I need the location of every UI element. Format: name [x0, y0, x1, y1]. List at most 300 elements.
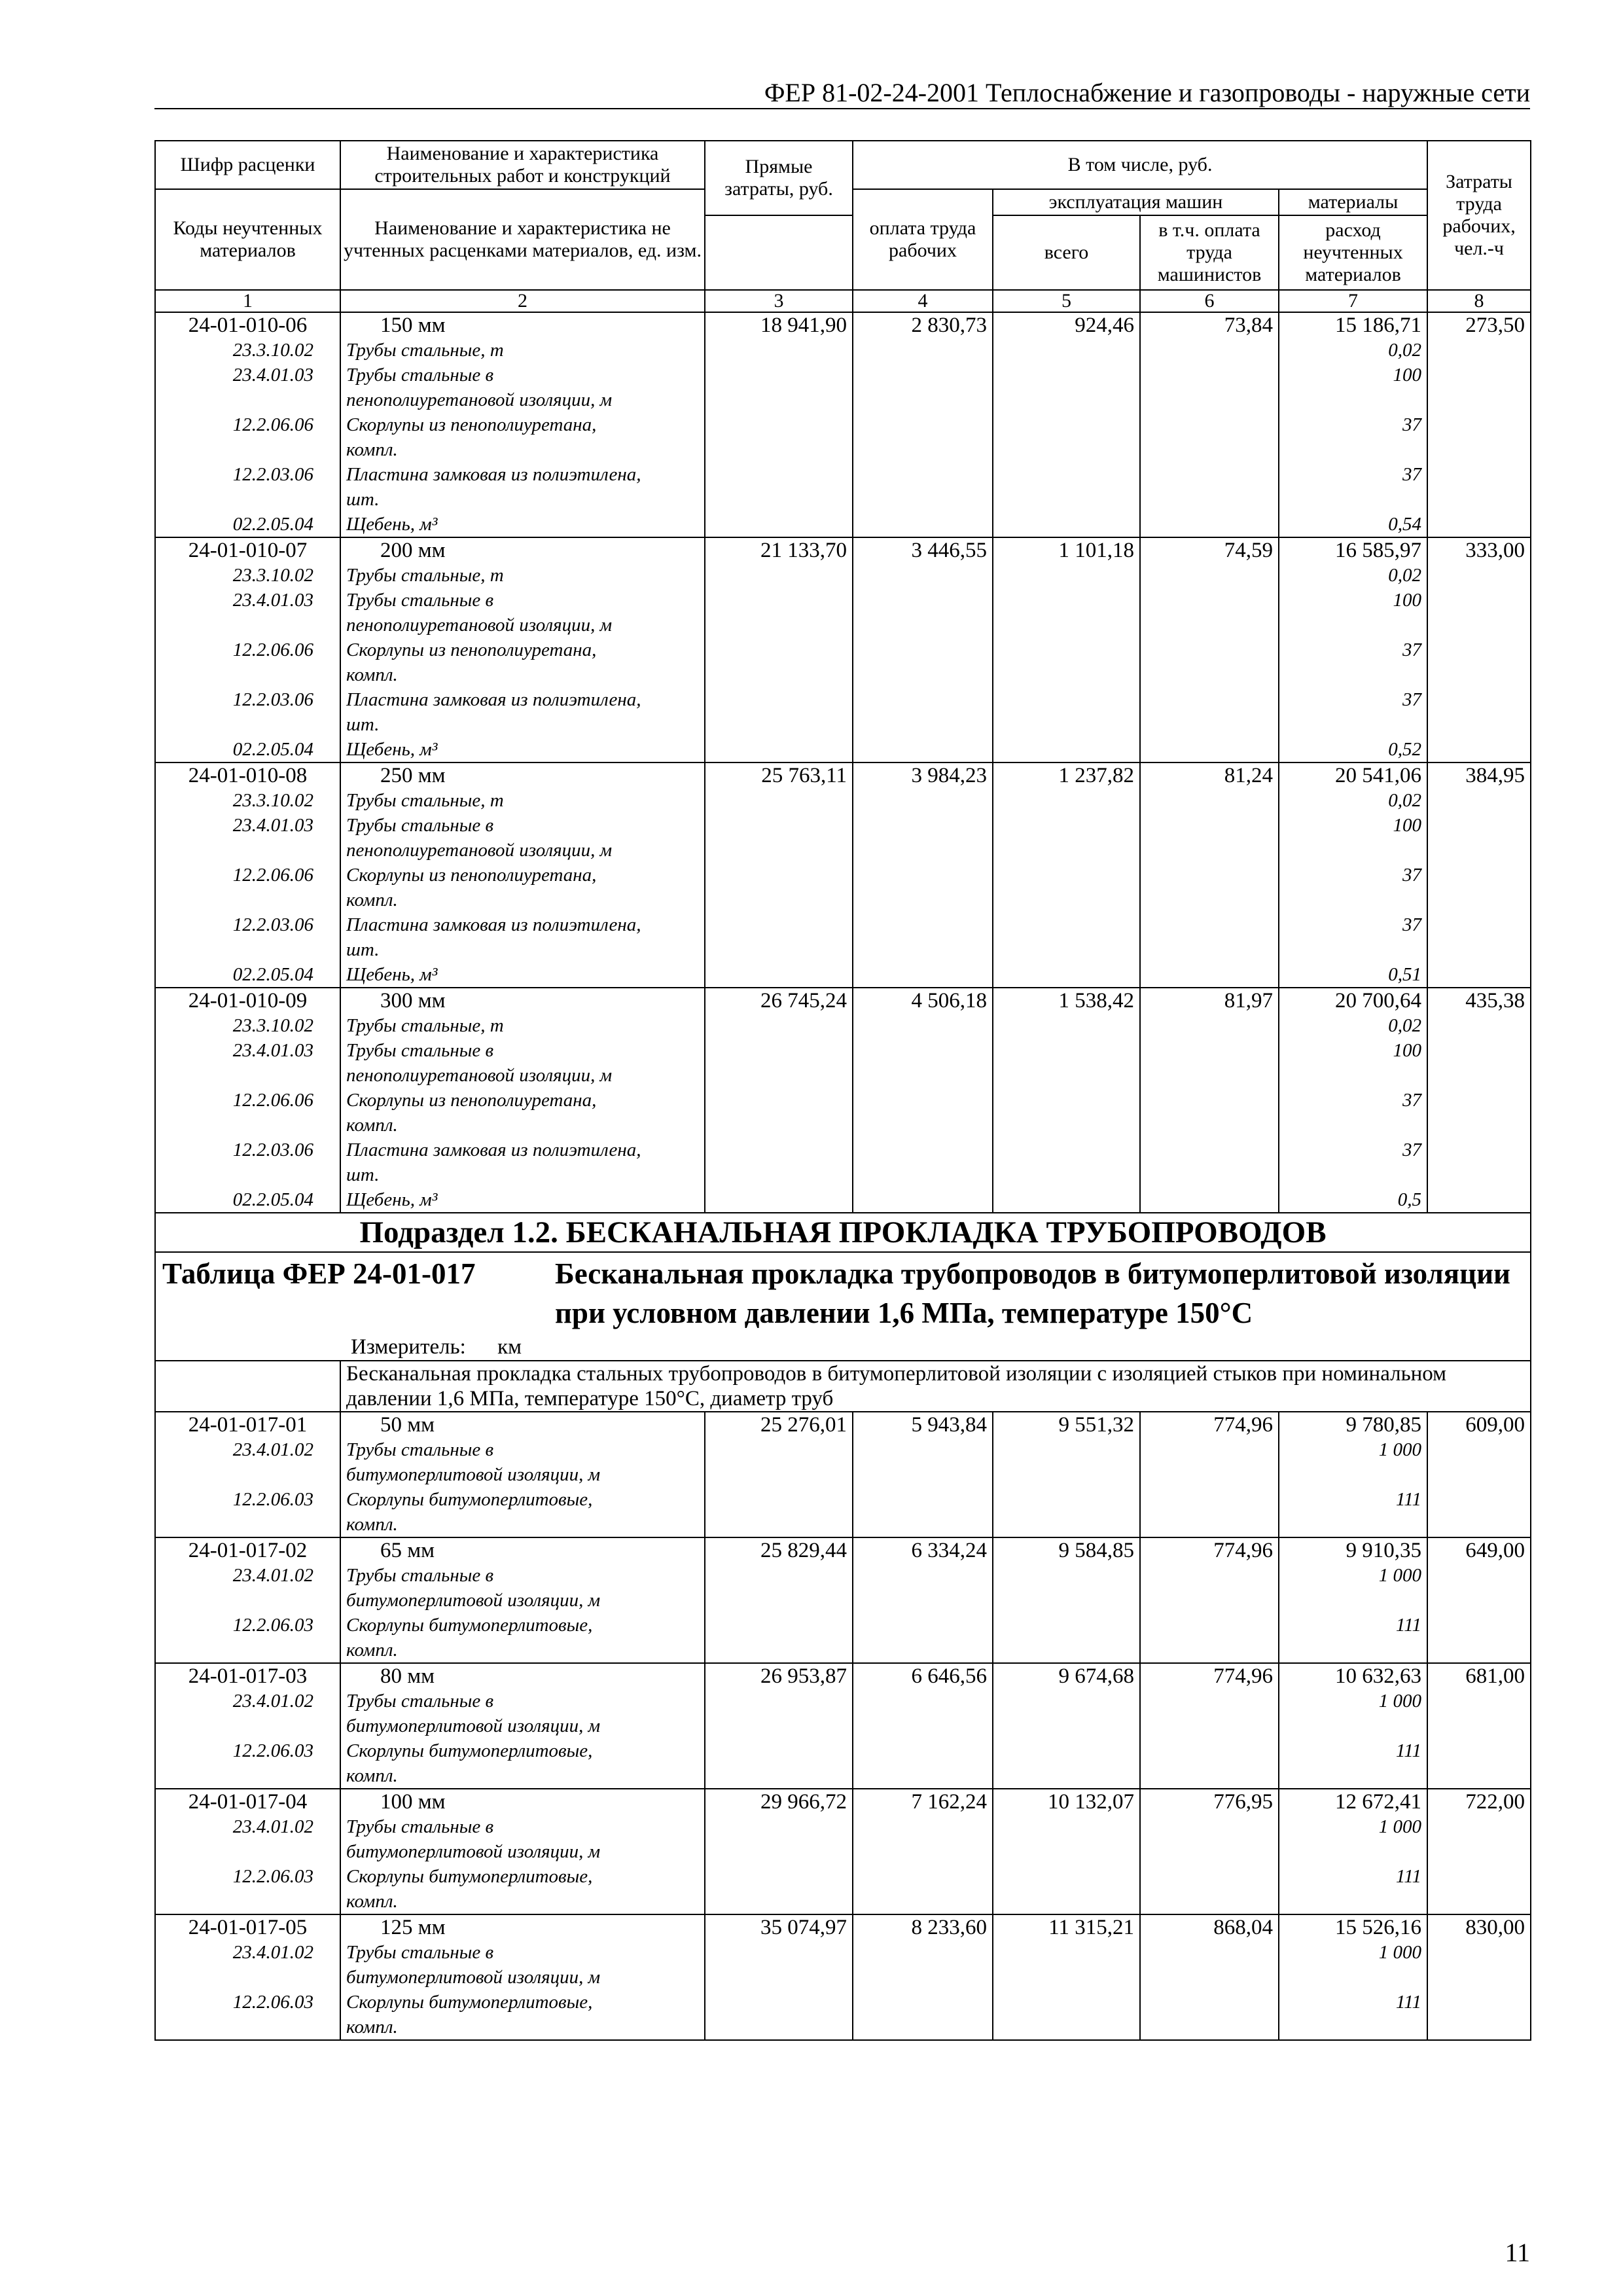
- material-row: [155, 1437, 1531, 1462]
- empty-cell: [993, 2015, 1140, 2040]
- section-title: Подраздел 1.2. БЕСКАНАЛЬНАЯ ПРОКЛАДКА ТРУБОПРОВОДОВ: [155, 1213, 1531, 1252]
- material-row: [155, 712, 1531, 737]
- material-qty: [1279, 1763, 1427, 1789]
- empty-cell: [1427, 962, 1531, 988]
- material-row: [155, 737, 1531, 762]
- empty-cell: [1140, 437, 1279, 462]
- material-code: 12.2.06.03: [155, 1738, 340, 1763]
- empty-cell: [1427, 1990, 1531, 2015]
- col-number: 6: [1140, 290, 1279, 312]
- empty-cell: [853, 1487, 993, 1512]
- material-code: 23.4.01.02: [155, 1563, 340, 1588]
- material-qty: 0,02: [1279, 338, 1427, 363]
- empty-cell: [993, 1113, 1140, 1138]
- material-row: [155, 813, 1531, 838]
- materials-cost: 15 526,16: [1279, 1914, 1427, 1940]
- rate-row: [155, 762, 1531, 788]
- material-name: Скорлупы битумоперлитовые,: [340, 1990, 705, 2015]
- material-qty: 111: [1279, 1738, 1427, 1763]
- material-row: [155, 1864, 1531, 1889]
- empty-cell: [853, 588, 993, 613]
- col-machines-header: эксплуатация машин: [993, 189, 1279, 215]
- empty-cell: [853, 687, 993, 712]
- material-row: [155, 437, 1531, 462]
- empty-cell: [853, 1588, 993, 1613]
- material-name: битумоперлитовой изоляции, м: [340, 1588, 705, 1613]
- direct-costs: 25 763,11: [705, 762, 853, 788]
- empty-cell: [993, 888, 1140, 912]
- empty-cell: [993, 1990, 1140, 2015]
- labor-hours: 435,38: [1427, 988, 1531, 1013]
- empty-cell: [1140, 937, 1279, 962]
- empty-cell: [1427, 1839, 1531, 1864]
- rate-row: [155, 1789, 1531, 1814]
- col-number: 8: [1427, 290, 1531, 312]
- empty-cell: [1140, 1162, 1279, 1187]
- material-row: [155, 788, 1531, 813]
- empty-cell: [993, 863, 1140, 888]
- rate-name: 80 мм: [340, 1663, 705, 1689]
- empty-cell: [1427, 662, 1531, 687]
- empty-cell: [1140, 1512, 1279, 1537]
- material-row: [155, 487, 1531, 512]
- empty-cell: [1427, 1613, 1531, 1638]
- material-code: [155, 1763, 340, 1789]
- empty-cell: [853, 1462, 993, 1487]
- material-qty: 111: [1279, 1864, 1427, 1889]
- empty-cell: [1427, 1889, 1531, 1914]
- material-row: [155, 1965, 1531, 1990]
- col-number: 7: [1279, 290, 1427, 312]
- material-qty: [1279, 487, 1427, 512]
- material-row: [155, 1063, 1531, 1088]
- empty-cell: [993, 1187, 1140, 1213]
- material-qty: 1 000: [1279, 1940, 1427, 1965]
- material-code: [155, 613, 340, 637]
- empty-cell: [1427, 1864, 1531, 1889]
- rate-name: 125 мм: [340, 1914, 705, 1940]
- machinists-pay: 74,59: [1140, 537, 1279, 563]
- material-qty: [1279, 1113, 1427, 1138]
- empty-cell: [1140, 1187, 1279, 1213]
- material-row: [155, 912, 1531, 937]
- empty-cell: [853, 2015, 993, 2040]
- empty-cell: [993, 588, 1140, 613]
- material-code: 23.4.01.03: [155, 363, 340, 387]
- empty-cell: [993, 462, 1140, 487]
- empty-cell: [853, 838, 993, 863]
- direct-costs: 26 745,24: [705, 988, 853, 1013]
- material-row: [155, 387, 1531, 412]
- empty-cell: [993, 1512, 1140, 1537]
- empty-cell: [993, 1689, 1140, 1713]
- labor-pay: 4 506,18: [853, 988, 993, 1013]
- material-name: Скорлупы битумоперлитовые,: [340, 1613, 705, 1638]
- material-code: 12.2.03.06: [155, 912, 340, 937]
- empty-cell: [1427, 637, 1531, 662]
- empty-cell: [853, 1563, 993, 1588]
- materials-cost: 9 780,85: [1279, 1412, 1427, 1437]
- direct-costs: 21 133,70: [705, 537, 853, 563]
- rate-code: 24-01-010-09: [155, 988, 340, 1013]
- material-name: компл.: [340, 437, 705, 462]
- empty-cell: [705, 1113, 853, 1138]
- material-row: [155, 1088, 1531, 1113]
- empty-cell: [705, 863, 853, 888]
- material-qty: 37: [1279, 1138, 1427, 1162]
- empty-cell: [705, 712, 853, 737]
- labor-pay: 6 646,56: [853, 1663, 993, 1689]
- material-qty: 100: [1279, 1038, 1427, 1063]
- material-row: [155, 1187, 1531, 1213]
- material-code: 02.2.05.04: [155, 737, 340, 762]
- empty-cell: [993, 512, 1140, 537]
- material-code: [155, 1462, 340, 1487]
- empty-cell: [705, 437, 853, 462]
- empty-cell: [993, 1738, 1140, 1763]
- material-name: Трубы стальные в: [340, 363, 705, 387]
- col-code-header: Шифр расценки: [155, 141, 340, 189]
- material-row: [155, 1763, 1531, 1789]
- empty-cell: [853, 712, 993, 737]
- material-name: пенополиуретановой изоляции, м: [340, 613, 705, 637]
- document-header: ФЕР 81-02-24-2001 Теплоснабжение и газопроводы - наружные сети: [764, 78, 1530, 107]
- empty-cell: [853, 387, 993, 412]
- empty-cell: [1140, 813, 1279, 838]
- empty-cell: [705, 912, 853, 937]
- empty-cell: [853, 1839, 993, 1864]
- material-name: Пластина замковая из полиэтилена,: [340, 1138, 705, 1162]
- section-2-body: [155, 1213, 1531, 1412]
- material-row: [155, 1512, 1531, 1537]
- empty-cell: [705, 1638, 853, 1663]
- labor-hours: 830,00: [1427, 1914, 1531, 1940]
- table-title: Бесканальная прокладка трубопроводов в битумоперлитовой изоляции при условном давлении 1,6 МПа, температуре 150°С: [555, 1257, 1510, 1329]
- empty-cell: [1140, 1462, 1279, 1487]
- empty-cell: [1140, 1038, 1279, 1063]
- empty-cell: [853, 1437, 993, 1462]
- material-name: компл.: [340, 1113, 705, 1138]
- machines-total: 1 101,18: [993, 537, 1140, 563]
- material-code: [155, 1162, 340, 1187]
- machinists-pay: 774,96: [1140, 1412, 1279, 1437]
- materials-cost: 16 585,97: [1279, 537, 1427, 563]
- empty-cell: [705, 1013, 853, 1038]
- empty-cell: [1140, 1864, 1279, 1889]
- material-qty: [1279, 712, 1427, 737]
- empty-cell: [705, 588, 853, 613]
- empty-cell: [993, 1088, 1140, 1113]
- empty-cell: [705, 1138, 853, 1162]
- empty-cell: [853, 1187, 993, 1213]
- empty-cell: [993, 788, 1140, 813]
- col-labor-pay-header: оплата труда рабочих: [853, 189, 993, 290]
- empty-cell: [1140, 1814, 1279, 1839]
- empty-cell: [1140, 1889, 1279, 1914]
- material-code: 12.2.03.06: [155, 687, 340, 712]
- material-code: [155, 1965, 340, 1990]
- materials-cost: 9 910,35: [1279, 1537, 1427, 1563]
- material-name: Трубы стальные, т: [340, 563, 705, 588]
- material-qty: 1 000: [1279, 1563, 1427, 1588]
- machinists-pay: 868,04: [1140, 1914, 1279, 1940]
- empty-cell: [853, 912, 993, 937]
- empty-cell: [993, 1487, 1140, 1512]
- empty-cell: [993, 1437, 1140, 1462]
- empty-cell: [705, 1889, 853, 1914]
- material-code: 12.2.06.06: [155, 863, 340, 888]
- empty-cell: [705, 487, 853, 512]
- material-name: Скорлупы битумоперлитовые,: [340, 1487, 705, 1512]
- material-row: [155, 838, 1531, 863]
- empty-cell: [1140, 838, 1279, 863]
- material-row: [155, 937, 1531, 962]
- empty-cell: [853, 637, 993, 662]
- rate-row: [155, 312, 1531, 338]
- material-name: Скорлупы битумоперлитовые,: [340, 1738, 705, 1763]
- empty-cell: [853, 888, 993, 912]
- meter-label: Измеритель:: [351, 1335, 466, 1359]
- empty-cell: [853, 338, 993, 363]
- empty-cell: [705, 1512, 853, 1537]
- empty-cell: [705, 1437, 853, 1462]
- material-name: Трубы стальные в: [340, 1940, 705, 1965]
- material-qty: 100: [1279, 813, 1427, 838]
- material-row: [155, 1713, 1531, 1738]
- empty-cell: [1140, 1839, 1279, 1864]
- rate-name: 200 мм: [340, 537, 705, 563]
- col-name-header: Наименование и характеристика строительных работ и конструкций: [340, 141, 705, 189]
- col-number: 3: [705, 290, 853, 312]
- material-code: 12.2.03.06: [155, 1138, 340, 1162]
- empty-cell: [1140, 662, 1279, 687]
- empty-cell: [1140, 888, 1279, 912]
- material-name: Скорлупы из пенополиуретана,: [340, 412, 705, 437]
- material-row: [155, 637, 1531, 662]
- material-row: [155, 1889, 1531, 1914]
- material-qty: [1279, 838, 1427, 863]
- empty-cell: [1427, 1013, 1531, 1038]
- material-row: [155, 1162, 1531, 1187]
- material-name: компл.: [340, 662, 705, 687]
- empty-cell: [853, 1038, 993, 1063]
- empty-cell: [993, 712, 1140, 737]
- empty-cell: [1427, 563, 1531, 588]
- material-row: [155, 613, 1531, 637]
- labor-hours: 333,00: [1427, 537, 1531, 563]
- material-name: Щебень, м³: [340, 1187, 705, 1213]
- machinists-pay: 81,97: [1140, 988, 1279, 1013]
- empty-cell: [1140, 737, 1279, 762]
- material-qty: [1279, 1588, 1427, 1613]
- empty-cell: [705, 1088, 853, 1113]
- materials-cost: 15 186,71: [1279, 312, 1427, 338]
- material-code: [155, 1889, 340, 1914]
- empty-cell: [1140, 863, 1279, 888]
- empty-cell: [1140, 1738, 1279, 1763]
- material-row: [155, 563, 1531, 588]
- empty-cell: [1427, 687, 1531, 712]
- material-name: Трубы стальные, т: [340, 788, 705, 813]
- material-row: [155, 863, 1531, 888]
- material-qty: 0,02: [1279, 788, 1427, 813]
- material-code: [155, 437, 340, 462]
- material-name: Трубы стальные в: [340, 1814, 705, 1839]
- machines-total: 1 237,82: [993, 762, 1140, 788]
- material-name: шт.: [340, 487, 705, 512]
- col-number: 2: [340, 290, 705, 312]
- empty-cell: [853, 1814, 993, 1839]
- direct-costs: 26 953,87: [705, 1663, 853, 1689]
- material-qty: 1 000: [1279, 1814, 1427, 1839]
- material-code: [155, 1512, 340, 1537]
- empty-cell: [853, 1965, 993, 1990]
- empty-cell: [705, 412, 853, 437]
- empty-cell: [993, 737, 1140, 762]
- material-name: шт.: [340, 937, 705, 962]
- empty-cell: [705, 387, 853, 412]
- empty-cell: [853, 512, 993, 537]
- material-row: [155, 1839, 1531, 1864]
- empty-cell: [705, 737, 853, 762]
- empty-cell: [1427, 813, 1531, 838]
- empty-cell: [853, 863, 993, 888]
- empty-cell: [705, 1814, 853, 1839]
- material-row: [155, 1990, 1531, 2015]
- empty-cell: [705, 637, 853, 662]
- empty-cell: [1140, 1487, 1279, 1512]
- empty-cell: [853, 1113, 993, 1138]
- rate-name: 50 мм: [340, 1412, 705, 1437]
- empty-cell: [853, 1063, 993, 1088]
- empty-cell: [705, 1990, 853, 2015]
- material-code: 12.2.06.06: [155, 1088, 340, 1113]
- material-name: битумоперлитовой изоляции, м: [340, 1839, 705, 1864]
- material-code: 23.4.01.02: [155, 1437, 340, 1462]
- empty-cell: [1427, 1763, 1531, 1789]
- col-materials-header: материалы: [1279, 189, 1427, 215]
- empty-cell: [705, 687, 853, 712]
- empty-cell: [853, 1088, 993, 1113]
- machinists-pay: 774,96: [1140, 1663, 1279, 1689]
- material-code: 02.2.05.04: [155, 512, 340, 537]
- materials-cost: 10 632,63: [1279, 1663, 1427, 1689]
- empty-cell: [853, 1638, 993, 1663]
- col-machinists-header: в т.ч. оплата труда машинистов: [1140, 215, 1279, 290]
- material-code: 12.2.06.06: [155, 637, 340, 662]
- material-name: компл.: [340, 1763, 705, 1789]
- empty-cell: [705, 1689, 853, 1713]
- rate-row: [155, 1914, 1531, 1940]
- page-number: 11: [1505, 2238, 1530, 2267]
- material-qty: 37: [1279, 462, 1427, 487]
- empty-cell: [1427, 487, 1531, 512]
- empty-cell: [853, 1864, 993, 1889]
- material-name: компл.: [340, 1512, 705, 1537]
- material-qty: 37: [1279, 412, 1427, 437]
- material-code: [155, 1713, 340, 1738]
- empty-cell: [1140, 1063, 1279, 1088]
- empty-cell: [1427, 462, 1531, 487]
- empty-cell: [993, 412, 1140, 437]
- empty-cell: [705, 937, 853, 962]
- labor-pay: 3 984,23: [853, 762, 993, 788]
- empty-cell: [705, 838, 853, 863]
- material-code: 23.3.10.02: [155, 338, 340, 363]
- empty-cell: [993, 1138, 1140, 1162]
- empty-cell: [1427, 1462, 1531, 1487]
- material-row: [155, 363, 1531, 387]
- material-name: Трубы стальные в: [340, 813, 705, 838]
- col-unaccounted-codes-header: Коды неучтенных материалов: [155, 189, 340, 290]
- empty-cell: [705, 1738, 853, 1763]
- empty-cell: [705, 788, 853, 813]
- empty-cell: [1427, 2015, 1531, 2040]
- empty-cell: [993, 937, 1140, 962]
- material-name: Трубы стальные в: [340, 1689, 705, 1713]
- empty-cell: [1140, 712, 1279, 737]
- empty-cell: [993, 1588, 1140, 1613]
- col-number: 4: [853, 290, 993, 312]
- material-name: Скорлупы из пенополиуретана,: [340, 637, 705, 662]
- empty-cell: [1140, 1113, 1279, 1138]
- empty-cell: [1140, 613, 1279, 637]
- empty-cell: [1140, 1965, 1279, 1990]
- empty-cell: [853, 1990, 993, 2015]
- material-code: [155, 1839, 340, 1864]
- empty-cell: [993, 912, 1140, 937]
- empty-cell: [705, 563, 853, 588]
- material-code: [155, 838, 340, 863]
- material-code: 12.2.06.03: [155, 1864, 340, 1889]
- rate-row: [155, 537, 1531, 563]
- empty-cell: [853, 1763, 993, 1789]
- table-label: Таблица ФЕР 24-01-017: [162, 1257, 476, 1290]
- empty-cell: [993, 1814, 1140, 1839]
- rate-code: 24-01-010-08: [155, 762, 340, 788]
- empty-cell: [1140, 1990, 1279, 2015]
- material-qty: [1279, 1063, 1427, 1088]
- material-qty: [1279, 1965, 1427, 1990]
- material-row: [155, 1038, 1531, 1063]
- empty-cell: [705, 1713, 853, 1738]
- labor-hours: 649,00: [1427, 1537, 1531, 1563]
- empty-cell: [705, 888, 853, 912]
- material-name: Трубы стальные в: [340, 1437, 705, 1462]
- empty-cell: [853, 813, 993, 838]
- material-row: [155, 1013, 1531, 1038]
- direct-costs: 25 829,44: [705, 1537, 853, 1563]
- material-code: 12.2.06.03: [155, 1613, 340, 1638]
- rate-row: [155, 988, 1531, 1013]
- empty-cell: [705, 1462, 853, 1487]
- material-name: Трубы стальные, т: [340, 1013, 705, 1038]
- material-qty: 1 000: [1279, 1689, 1427, 1713]
- material-row: [155, 1138, 1531, 1162]
- material-row: [155, 1738, 1531, 1763]
- empty-cell: [853, 1738, 993, 1763]
- empty-cell: [1140, 1763, 1279, 1789]
- material-row: [155, 1588, 1531, 1613]
- empty-cell: [1427, 1965, 1531, 1990]
- material-code: 12.2.06.03: [155, 1990, 340, 2015]
- empty-cell: [1427, 1588, 1531, 1613]
- empty-cell: [1427, 387, 1531, 412]
- labor-pay: 5 943,84: [853, 1412, 993, 1437]
- material-qty: 100: [1279, 588, 1427, 613]
- empty-cell: [1140, 338, 1279, 363]
- material-code: 23.4.01.02: [155, 1689, 340, 1713]
